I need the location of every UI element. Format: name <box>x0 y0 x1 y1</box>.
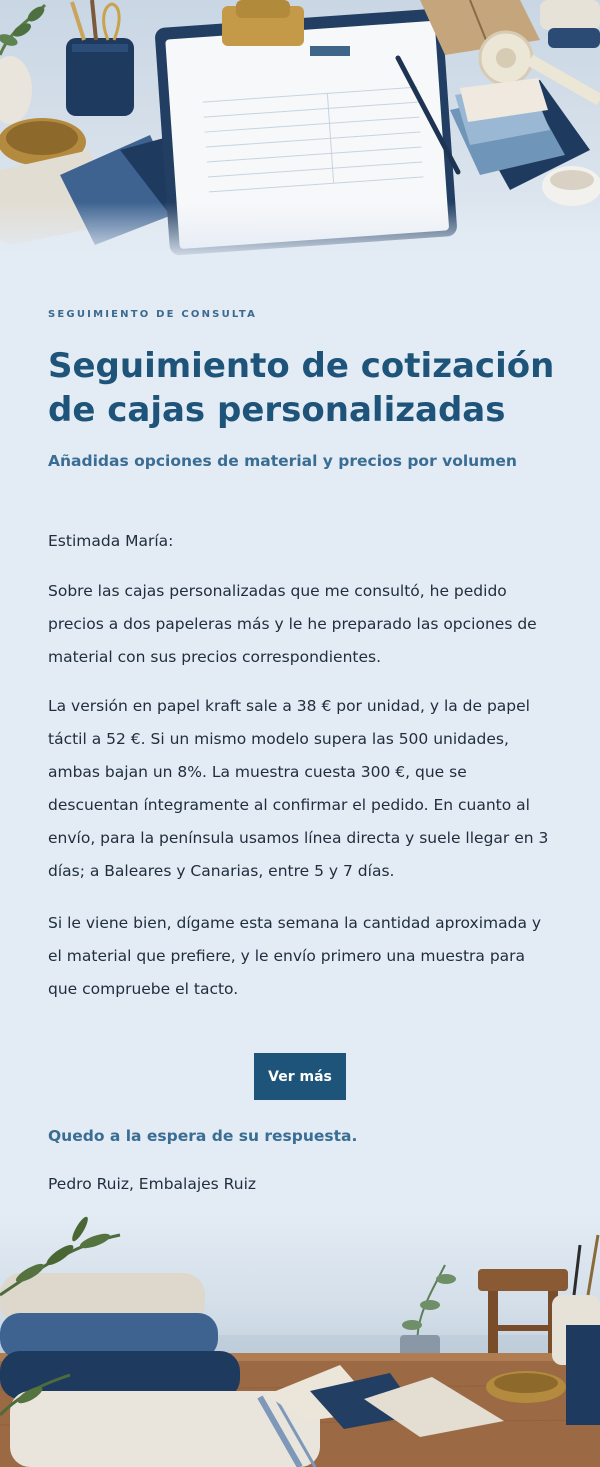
page-title: Seguimiento de cotización de cajas personalizadas <box>48 346 555 430</box>
greeting: Estimada María: <box>48 532 174 550</box>
ver-mas-button[interactable]: Ver más <box>254 1053 346 1100</box>
eyebrow-label: SEGUIMIENTO DE CONSULTA <box>48 309 258 320</box>
closing-line: Quedo a la espera de su respuesta. <box>48 1127 358 1145</box>
folded-fabrics-icon <box>540 0 600 48</box>
paragraph-2: La versión en papel kraft sale a 38 € por unidad, y la de papel táctil a 52 €. Si un mismo modelo supera las 500 unidades, ambas bajan un 8%. La muestra cuesta 300 €, que se descuentan íntegramente al confirmar el pedido. En cuanto al envío, para la península usamos línea directa y suele llegar en 3 días; a Baleares y Canarias, entre 5 y 7 días. <box>48 697 549 880</box>
signature: Pedro Ruiz, Embalajes Ruiz <box>48 1175 257 1193</box>
page-subtitle: Añadidas opciones de material y precios por volumen <box>48 452 517 470</box>
footer-image <box>0 1215 600 1467</box>
plant-icon <box>0 4 47 124</box>
paragraph-3: Si le viene bien, dígame esta semana la cantidad aproximada y el material que prefiere, y le envío primero una muestra para que compruebe el tacto. <box>48 914 542 998</box>
blue-box-icon <box>566 1325 600 1425</box>
pencil-cup-icon <box>66 0 134 116</box>
footer-illustration <box>0 1215 600 1467</box>
paragraph-1: Sobre las cajas personalizadas que me consultó, he pedido precios a dos papeleras más y le he preparado las opciones de material con sus precios correspondientes. <box>48 582 537 666</box>
hero-image <box>0 0 600 262</box>
